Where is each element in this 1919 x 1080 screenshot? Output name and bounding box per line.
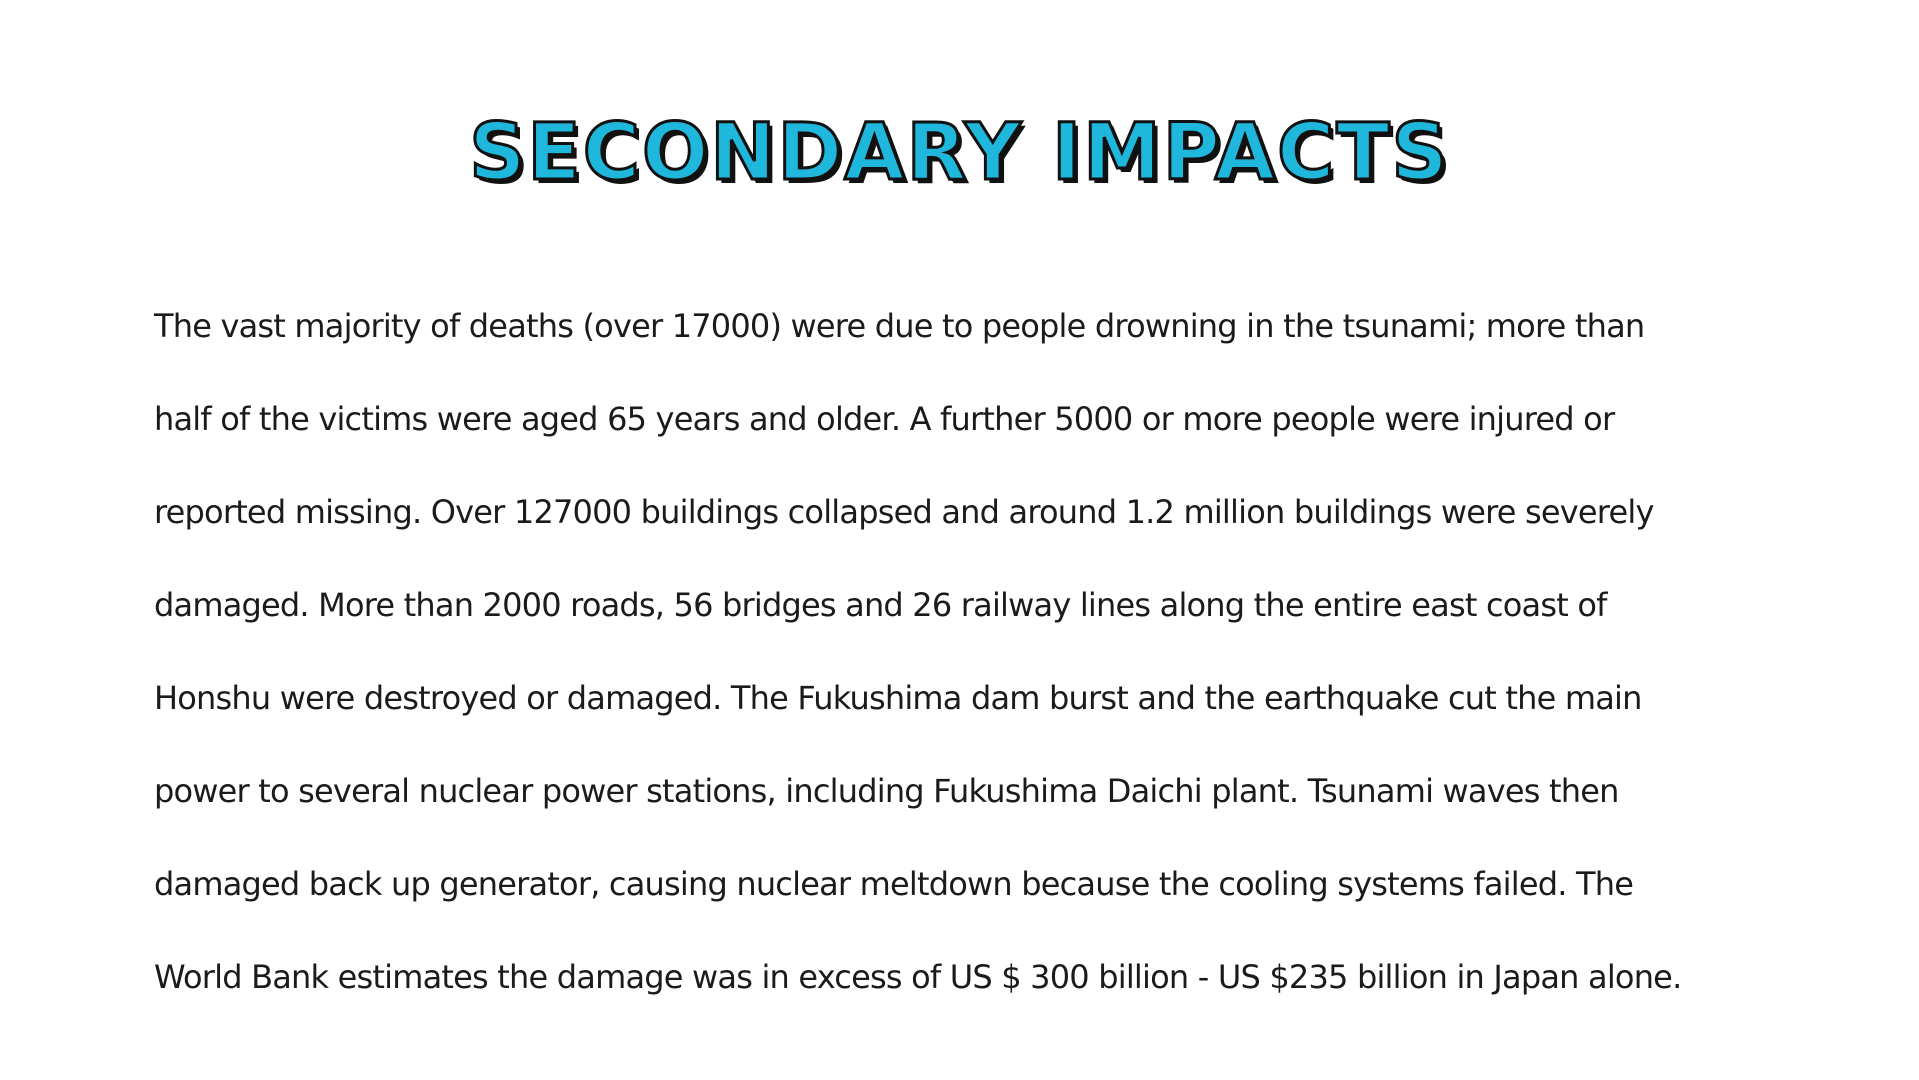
body-paragraph — [154, 256, 1774, 1047]
body-line: damaged back up generator, causing nuclear meltdown because the cooling systems failed. The — [154, 864, 1634, 903]
body-line: power to several nuclear power stations, including Fukushima Daichi plant. Tsunami waves then — [154, 771, 1619, 810]
body-line: Honshu were destroyed or damaged. The Fukushima dam burst and the earthquake cut the main — [154, 678, 1642, 717]
slide-title: SECONDARY IMPACTS — [469, 108, 1450, 198]
body-line: The vast majority of deaths (over 17000) were due to people drowning in the tsunami; more than — [154, 306, 1645, 345]
body-line: half of the victims were aged 65 years and older. A further 5000 or more people were injured or — [154, 399, 1615, 438]
body-line: World Bank estimates the damage was in excess of US $ 300 billion - US $235 billion in Japan alone. — [154, 957, 1682, 996]
body-line: damaged. More than 2000 roads, 56 bridges and 26 railway lines along the entire east coast of — [154, 585, 1607, 624]
body-line: reported missing. Over 127000 buildings collapsed and around 1.2 million buildings were severely — [154, 492, 1654, 531]
